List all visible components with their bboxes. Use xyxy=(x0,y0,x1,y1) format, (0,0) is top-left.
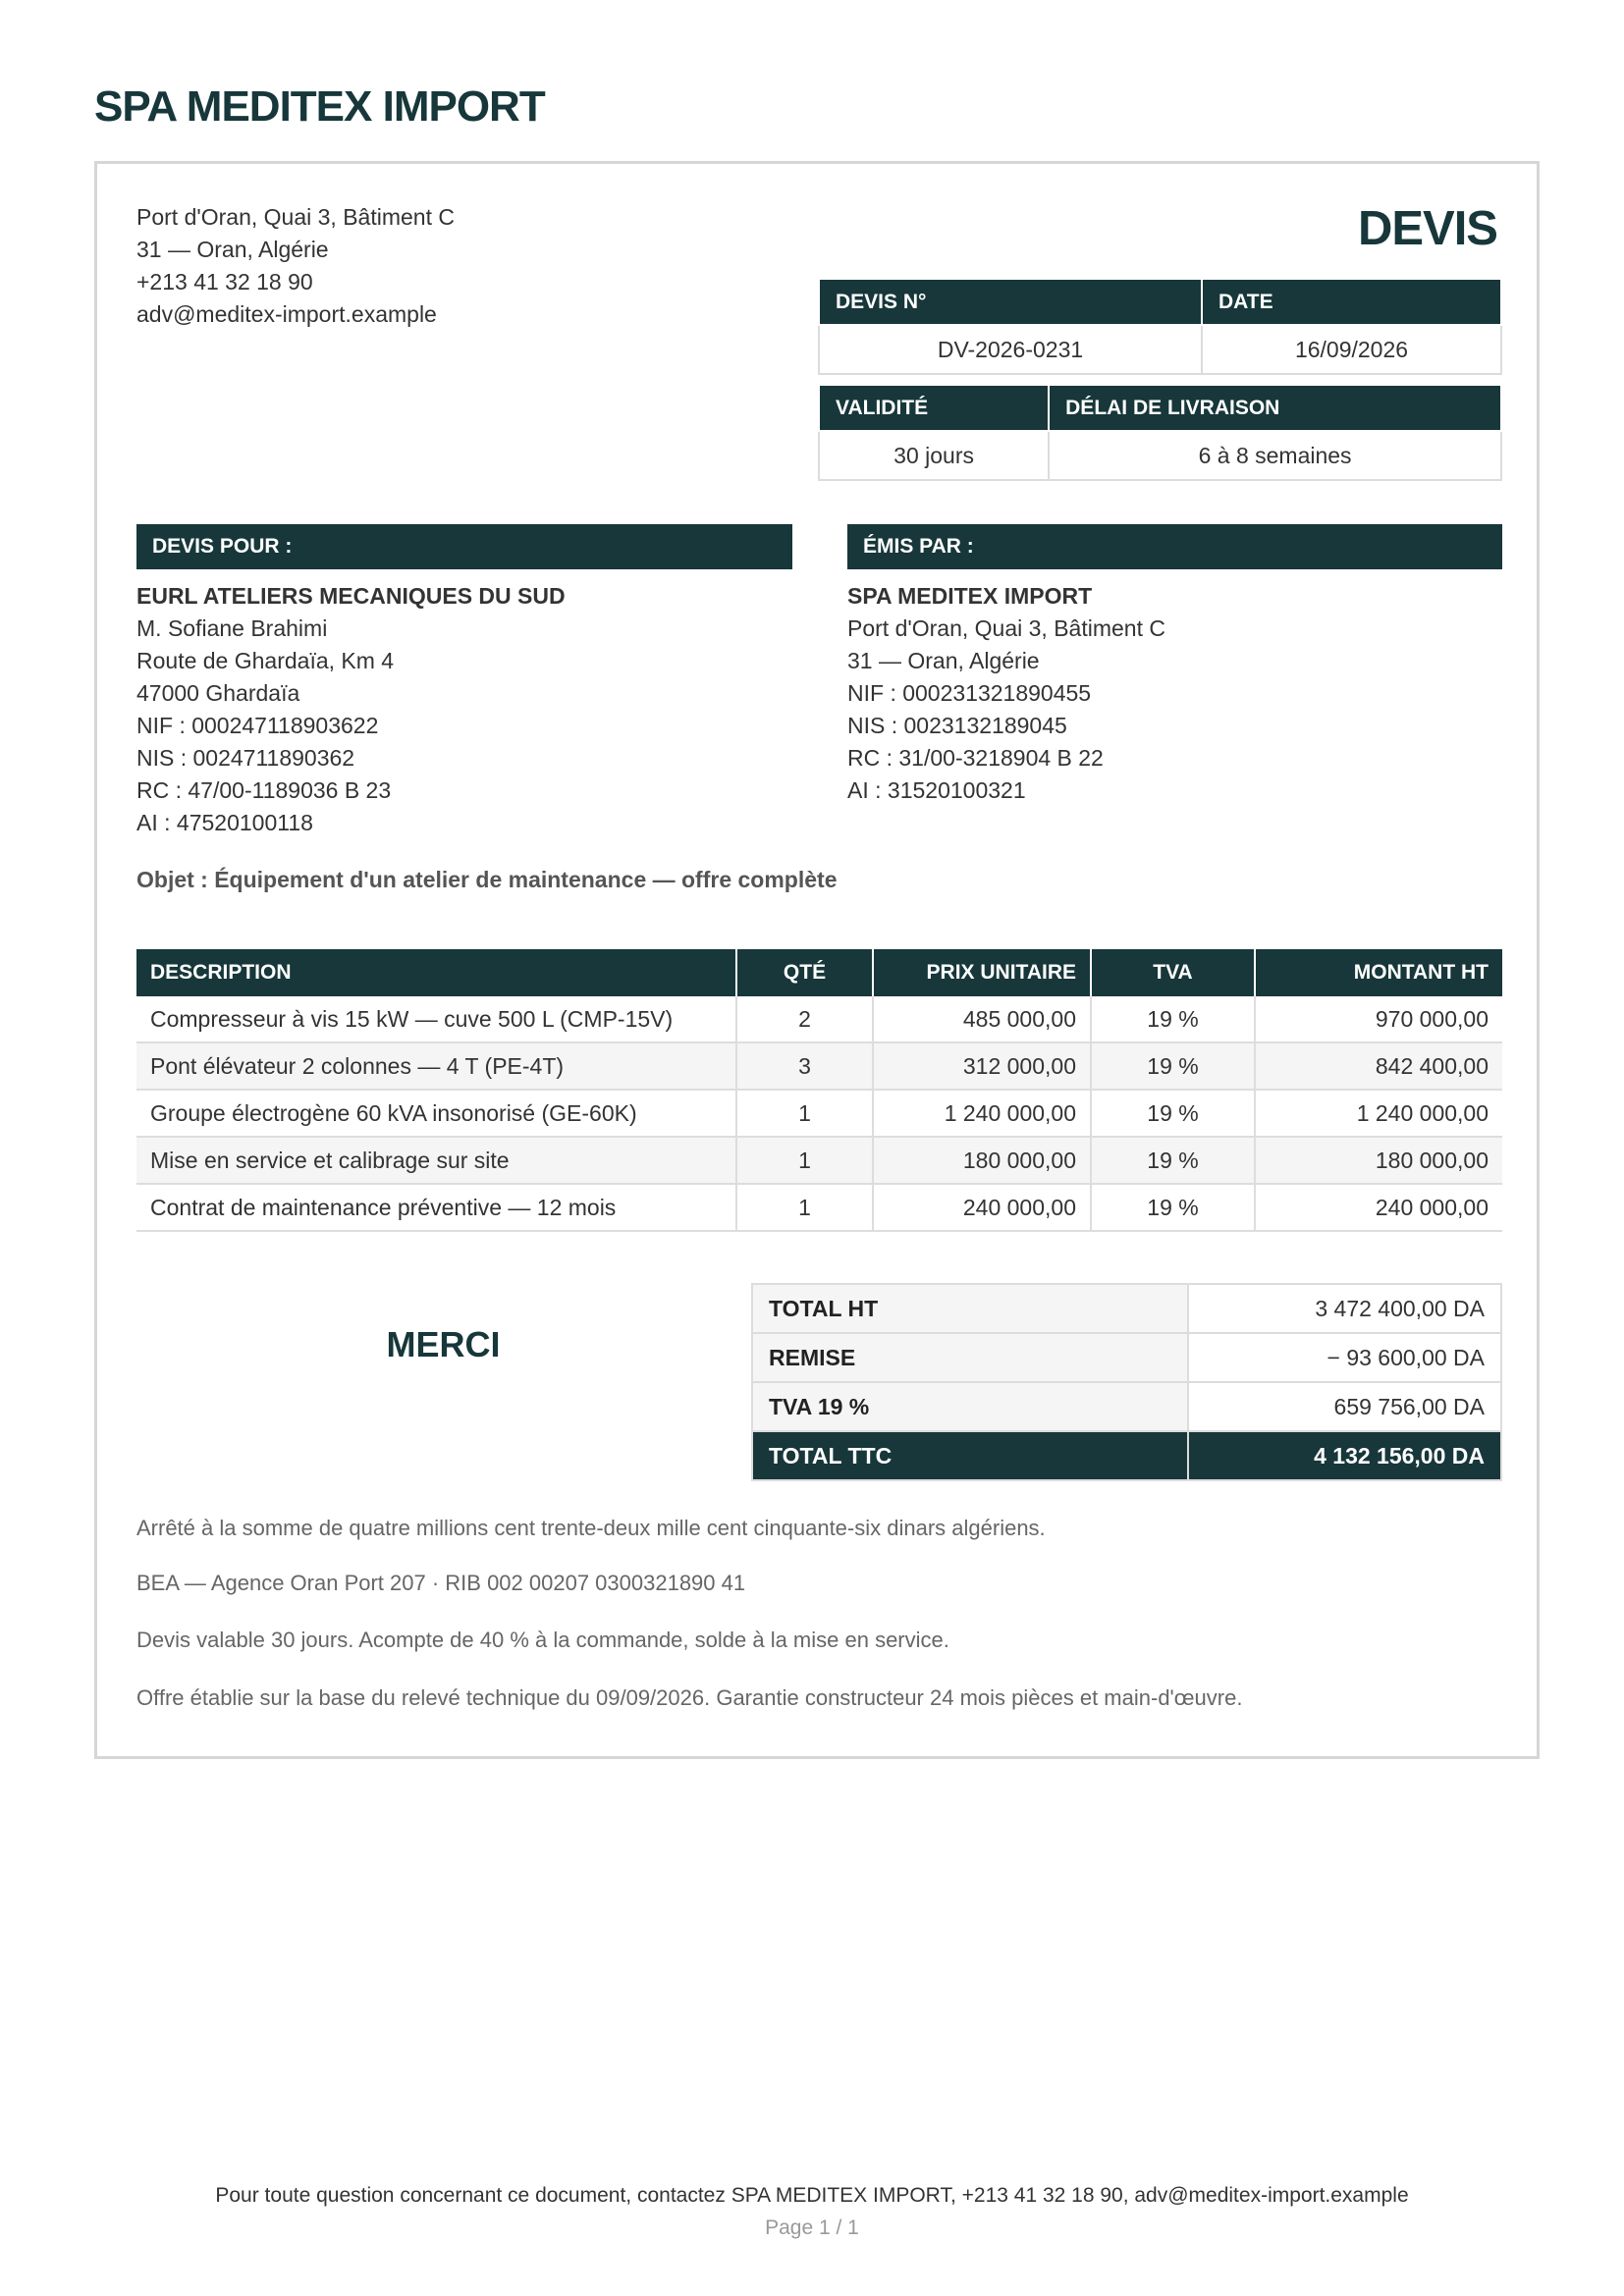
item-qty: 2 xyxy=(736,996,873,1042)
item-qty: 1 xyxy=(736,1184,873,1231)
item-unit-price: 240 000,00 xyxy=(873,1184,1091,1231)
col-vat-header: TVA xyxy=(1091,949,1255,996)
delivery-value: 6 à 8 semaines xyxy=(1049,431,1501,480)
col-description-header: DESCRIPTION xyxy=(136,949,736,996)
item-unit-price: 485 000,00 xyxy=(873,996,1091,1042)
items-table xyxy=(136,949,1502,1232)
item-unit-price: 180 000,00 xyxy=(873,1137,1091,1184)
client-street: Route de Ghardaïa, Km 4 xyxy=(136,648,395,673)
bank-details: BEA — Agence Oran Port 207 · RIB 002 00207 0300321890 41 xyxy=(136,1571,746,1595)
col-unit-price-header: PRIX UNITAIRE xyxy=(873,949,1091,996)
item-qty: 3 xyxy=(736,1042,873,1090)
item-vat: 19 % xyxy=(1091,996,1255,1042)
vat-row xyxy=(752,1382,1501,1431)
item-vat: 19 % xyxy=(1091,1184,1255,1231)
sender-email: adv@meditex-import.example xyxy=(136,301,437,327)
item-unit-price: 1 240 000,00 xyxy=(873,1090,1091,1137)
client-ai: AI : 47520100118 xyxy=(136,810,313,835)
discount-label: REMISE xyxy=(752,1333,1188,1382)
item-description: Pont élévateur 2 colonnes — 4 T (PE-4T) xyxy=(136,1042,736,1090)
table-row xyxy=(136,996,1502,1042)
issuer-block xyxy=(847,580,1165,807)
client-nis: NIS : 0024711890362 xyxy=(136,745,355,771)
quote-meta-table-1 xyxy=(818,278,1502,375)
item-amount: 1 240 000,00 xyxy=(1255,1090,1502,1137)
item-amount: 842 400,00 xyxy=(1255,1042,1502,1090)
validity-value: 30 jours xyxy=(819,431,1049,480)
delivery-label: DÉLAI DE LIVRAISON xyxy=(1049,385,1501,431)
total-ht-label: TOTAL HT xyxy=(752,1284,1188,1333)
quote-date-label: DATE xyxy=(1202,279,1501,325)
client-rc: RC : 47/00-1189036 B 23 xyxy=(136,777,392,803)
quote-meta-table-2 xyxy=(818,384,1502,481)
thanks-message: MERCI xyxy=(386,1324,501,1364)
item-vat: 19 % xyxy=(1091,1042,1255,1090)
payment-terms: Devis valable 30 jours. Acompte de 40 % à la commande, solde à la mise en service. xyxy=(136,1628,949,1652)
totals-table xyxy=(751,1283,1502,1481)
item-amount: 180 000,00 xyxy=(1255,1137,1502,1184)
client-heading: DEVIS POUR : xyxy=(136,524,792,569)
total-ht-value: 3 472 400,00 DA xyxy=(1188,1284,1501,1333)
client-block xyxy=(136,580,566,839)
issuer-nif: NIF : 000231321890455 xyxy=(847,680,1092,706)
issuer-name: SPA MEDITEX IMPORT xyxy=(847,583,1093,609)
document-frame xyxy=(94,161,1540,1759)
col-amount-header: MONTANT HT xyxy=(1353,961,1489,984)
item-description: Mise en service et calibrage sur site xyxy=(136,1137,736,1184)
company-name-header: SPA MEDITEX IMPORT xyxy=(94,82,545,131)
item-unit-price: 312 000,00 xyxy=(873,1042,1091,1090)
quote-object: Objet : Équipement d'un atelier de maintenance — offre complète xyxy=(136,867,838,892)
total-ht-row xyxy=(752,1284,1501,1333)
sender-city-line: 31 — Oran, Algérie xyxy=(136,237,329,262)
sender-phone: +213 41 32 18 90 xyxy=(136,269,313,294)
total-ttc-row xyxy=(752,1431,1501,1480)
table-row xyxy=(136,1184,1502,1231)
item-qty: 1 xyxy=(736,1090,873,1137)
issuer-city: 31 — Oran, Algérie xyxy=(847,648,1040,673)
total-ttc-label: TOTAL TTC xyxy=(752,1431,1188,1480)
item-description: Compresseur à vis 15 kW — cuve 500 L (CMP-15V) xyxy=(136,996,736,1042)
item-vat: 19 % xyxy=(1091,1137,1255,1184)
sender-address xyxy=(136,201,455,331)
discount-value: − 93 600,00 DA xyxy=(1188,1333,1501,1382)
item-qty: 1 xyxy=(736,1137,873,1184)
warranty-note: Offre établie sur la base du relevé technique du 09/09/2026. Garantie constructeur 24 mois pièces et main-d'œuvre. xyxy=(136,1685,1243,1710)
amount-in-words: Arrêté à la somme de quatre millions cent trente-deux mille cent cinquante-six dinars algériens. xyxy=(136,1516,1046,1540)
client-nif: NIF : 000247118903622 xyxy=(136,713,379,738)
item-amount: 240 000,00 xyxy=(1255,1184,1502,1231)
discount-row xyxy=(752,1333,1501,1382)
vat-label: TVA 19 % xyxy=(752,1382,1188,1431)
client-name: EURL ATELIERS MECANIQUES DU SUD xyxy=(136,583,566,609)
vat-value: 659 756,00 DA xyxy=(1188,1382,1501,1431)
footer-contact: Pour toute question concernant ce document, contactez SPA MEDITEX IMPORT, +213 41 32 18 90, adv@meditex-import.example xyxy=(215,2184,1409,2207)
issuer-rc: RC : 31/00-3218904 B 22 xyxy=(847,745,1104,771)
validity-label: VALIDITÉ xyxy=(819,385,1049,431)
quote-date: 16/09/2026 xyxy=(1202,325,1501,374)
issuer-street: Port d'Oran, Quai 3, Bâtiment C xyxy=(847,615,1165,641)
total-ttc-value: 4 132 156,00 DA xyxy=(1188,1431,1501,1480)
page-number: Page 1 / 1 xyxy=(765,2216,859,2239)
issuer-nis: NIS : 0023132189045 xyxy=(847,713,1067,738)
document-title: DEVIS xyxy=(1357,202,1497,255)
table-row xyxy=(136,1137,1502,1184)
item-description: Contrat de maintenance préventive — 12 mois xyxy=(136,1184,736,1231)
sender-address-line: Port d'Oran, Quai 3, Bâtiment C xyxy=(136,204,455,230)
item-vat: 19 % xyxy=(1091,1090,1255,1137)
client-city: 47000 Ghardaïa xyxy=(136,680,300,706)
client-contact: M. Sofiane Brahimi xyxy=(136,615,328,641)
table-row xyxy=(136,1090,1502,1137)
table-row xyxy=(136,1042,1502,1090)
items-header-row xyxy=(136,949,1502,996)
col-qty-header: QTÉ xyxy=(736,949,873,996)
quote-number: DV-2026-0231 xyxy=(819,325,1202,374)
item-description: Groupe électrogène 60 kVA insonorisé (GE-60K) xyxy=(136,1090,736,1137)
issuer-ai: AI : 31520100321 xyxy=(847,777,1026,803)
quote-number-label: DEVIS N° xyxy=(819,279,1202,325)
item-amount: 970 000,00 xyxy=(1255,996,1502,1042)
issuer-heading: ÉMIS PAR : xyxy=(847,524,1502,569)
